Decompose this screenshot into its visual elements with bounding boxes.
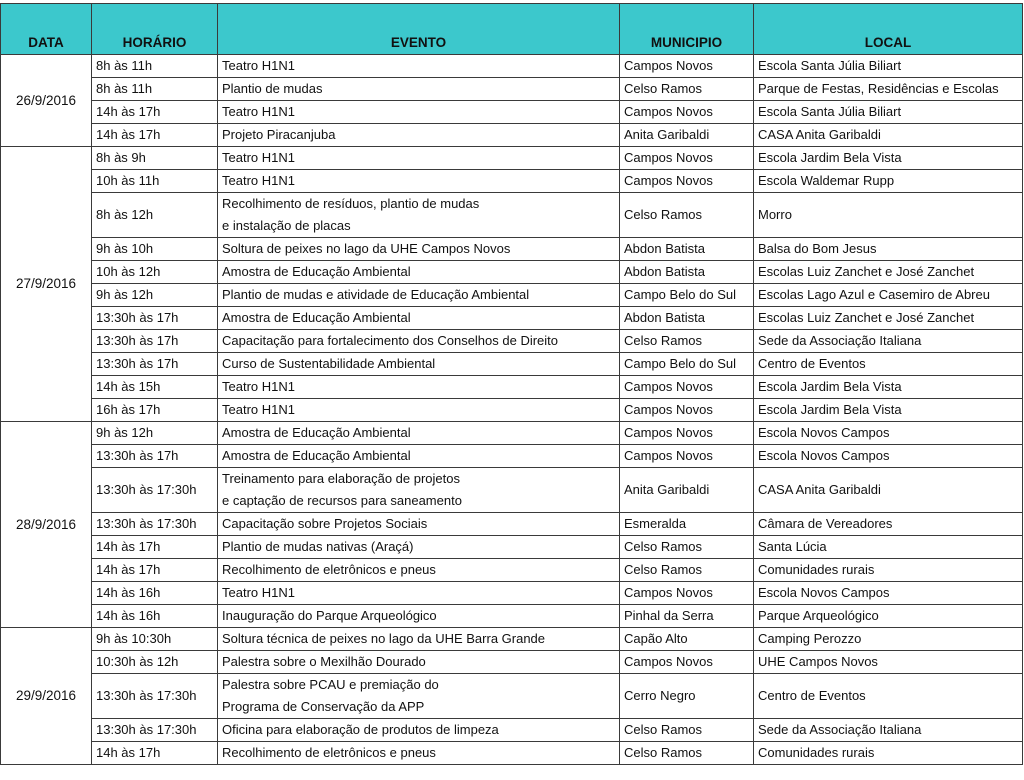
date-cell: 28/9/2016 bbox=[1, 422, 92, 628]
local-cell: Escola Novos Campos bbox=[754, 422, 1023, 445]
table-row bbox=[1, 261, 1023, 284]
header-horario: HORÁRIO bbox=[92, 4, 218, 55]
horario-cell: 14h às 15h bbox=[92, 376, 218, 399]
local-cell: UHE Campos Novos bbox=[754, 651, 1023, 674]
horario-cell: 13:30h às 17:30h bbox=[92, 674, 218, 719]
municipio-cell: Capão Alto bbox=[620, 628, 754, 651]
municipio-cell: Anita Garibaldi bbox=[620, 124, 754, 147]
table-row bbox=[1, 536, 1023, 559]
evento-line: Amostra de Educação Ambiental bbox=[222, 264, 411, 279]
horario-cell: 9h às 10:30h bbox=[92, 628, 218, 651]
horario-cell: 14h às 17h bbox=[92, 559, 218, 582]
local-cell: Sede da Associação Italiana bbox=[754, 719, 1023, 742]
evento-cell bbox=[218, 422, 620, 445]
horario-cell: 8h às 9h bbox=[92, 147, 218, 170]
header-evento: EVENTO bbox=[218, 4, 620, 55]
table-row bbox=[1, 55, 1023, 78]
horario-cell: 14h às 17h bbox=[92, 742, 218, 765]
evento-line: e captação de recursos para saneamento bbox=[222, 493, 462, 508]
municipio-cell: Campos Novos bbox=[620, 147, 754, 170]
local-cell: Santa Lúcia bbox=[754, 536, 1023, 559]
local-cell: Escola Santa Júlia Biliart bbox=[754, 55, 1023, 78]
local-cell: Camping Perozzo bbox=[754, 628, 1023, 651]
evento-cell bbox=[218, 399, 620, 422]
evento-cell bbox=[218, 742, 620, 765]
local-cell: CASA Anita Garibaldi bbox=[754, 468, 1023, 513]
municipio-cell: Campos Novos bbox=[620, 399, 754, 422]
table-row bbox=[1, 101, 1023, 124]
local-cell: Comunidades rurais bbox=[754, 742, 1023, 765]
evento-cell bbox=[218, 445, 620, 468]
evento-cell bbox=[218, 284, 620, 307]
table-row bbox=[1, 468, 1023, 513]
evento-line: Soltura de peixes no lago da UHE Campos Novos bbox=[222, 241, 511, 256]
local-cell: Parque de Festas, Residências e Escolas bbox=[754, 78, 1023, 101]
evento-line: Curso de Sustentabilidade Ambiental bbox=[222, 356, 436, 371]
evento-cell bbox=[218, 193, 620, 238]
local-cell: Escola Novos Campos bbox=[754, 582, 1023, 605]
municipio-cell: Anita Garibaldi bbox=[620, 468, 754, 513]
table-row bbox=[1, 376, 1023, 399]
horario-cell: 14h às 17h bbox=[92, 536, 218, 559]
evento-cell bbox=[218, 559, 620, 582]
evento-line: Recolhimento de resíduos, plantio de mudas bbox=[222, 196, 480, 211]
horario-cell: 8h às 11h bbox=[92, 55, 218, 78]
municipio-cell: Campos Novos bbox=[620, 55, 754, 78]
evento-cell bbox=[218, 170, 620, 193]
evento-line: Teatro H1N1 bbox=[222, 104, 295, 119]
local-cell: Câmara de Vereadores bbox=[754, 513, 1023, 536]
table-row bbox=[1, 124, 1023, 147]
municipio-cell: Abdon Batista bbox=[620, 307, 754, 330]
table-row bbox=[1, 719, 1023, 742]
evento-line: Teatro H1N1 bbox=[222, 379, 295, 394]
table-row bbox=[1, 307, 1023, 330]
evento-cell bbox=[218, 674, 620, 719]
local-cell: Escola Novos Campos bbox=[754, 445, 1023, 468]
municipio-cell: Celso Ramos bbox=[620, 742, 754, 765]
evento-line: Projeto Piracanjuba bbox=[222, 127, 336, 142]
evento-cell bbox=[218, 238, 620, 261]
table-row bbox=[1, 170, 1023, 193]
table-row bbox=[1, 628, 1023, 651]
evento-cell bbox=[218, 353, 620, 376]
local-cell: Centro de Eventos bbox=[754, 353, 1023, 376]
horario-cell: 13:30h às 17:30h bbox=[92, 719, 218, 742]
horario-cell: 9h às 12h bbox=[92, 422, 218, 445]
table-row bbox=[1, 399, 1023, 422]
schedule-table bbox=[0, 3, 1023, 765]
schedule-body bbox=[1, 55, 1023, 765]
date-cell: 27/9/2016 bbox=[1, 147, 92, 422]
horario-cell: 9h às 12h bbox=[92, 284, 218, 307]
evento-line: Palestra sobre PCAU e premiação do bbox=[222, 677, 439, 692]
municipio-cell: Esmeralda bbox=[620, 513, 754, 536]
municipio-cell: Cerro Negro bbox=[620, 674, 754, 719]
horario-cell: 13:30h às 17h bbox=[92, 353, 218, 376]
evento-cell bbox=[218, 513, 620, 536]
evento-line: Programa de Conservação da APP bbox=[222, 699, 425, 714]
evento-line: Capacitação para fortalecimento dos Conselhos de Direito bbox=[222, 333, 559, 348]
horario-cell: 10h às 11h bbox=[92, 170, 218, 193]
header-local: LOCAL bbox=[754, 4, 1023, 55]
evento-cell bbox=[218, 605, 620, 628]
evento-cell bbox=[218, 124, 620, 147]
evento-line: Plantio de mudas bbox=[222, 81, 323, 96]
local-cell: Balsa do Bom Jesus bbox=[754, 238, 1023, 261]
horario-cell: 14h às 17h bbox=[92, 124, 218, 147]
evento-cell bbox=[218, 147, 620, 170]
evento-cell bbox=[218, 628, 620, 651]
horario-cell: 10:30h às 12h bbox=[92, 651, 218, 674]
table-row bbox=[1, 651, 1023, 674]
evento-line: e instalação de placas bbox=[222, 218, 351, 233]
horario-cell: 14h às 16h bbox=[92, 605, 218, 628]
evento-line: Palestra sobre o Mexilhão Dourado bbox=[222, 654, 426, 669]
date-cell: 29/9/2016 bbox=[1, 628, 92, 765]
evento-line: Capacitação sobre Projetos Sociais bbox=[222, 516, 428, 531]
municipio-cell: Celso Ramos bbox=[620, 559, 754, 582]
header-row bbox=[1, 4, 1023, 55]
table-row bbox=[1, 193, 1023, 238]
table-row bbox=[1, 330, 1023, 353]
schedule-container bbox=[0, 3, 1022, 765]
horario-cell: 9h às 10h bbox=[92, 238, 218, 261]
evento-cell bbox=[218, 307, 620, 330]
evento-cell bbox=[218, 719, 620, 742]
local-cell: Escola Jardim Bela Vista bbox=[754, 147, 1023, 170]
header-data: DATA bbox=[1, 4, 92, 55]
evento-line: Recolhimento de eletrônicos e pneus bbox=[222, 562, 436, 577]
table-row bbox=[1, 605, 1023, 628]
evento-cell bbox=[218, 55, 620, 78]
table-row bbox=[1, 78, 1023, 101]
date-cell: 26/9/2016 bbox=[1, 55, 92, 147]
evento-line: Teatro H1N1 bbox=[222, 585, 295, 600]
local-cell: CASA Anita Garibaldi bbox=[754, 124, 1023, 147]
municipio-cell: Campos Novos bbox=[620, 376, 754, 399]
municipio-cell: Pinhal da Serra bbox=[620, 605, 754, 628]
table-row bbox=[1, 582, 1023, 605]
municipio-cell: Campo Belo do Sul bbox=[620, 284, 754, 307]
horario-cell: 8h às 11h bbox=[92, 78, 218, 101]
evento-cell bbox=[218, 101, 620, 124]
evento-line: Teatro H1N1 bbox=[222, 58, 295, 73]
municipio-cell: Celso Ramos bbox=[620, 536, 754, 559]
local-cell: Morro bbox=[754, 193, 1023, 238]
header-municipio: MUNICIPIO bbox=[620, 4, 754, 55]
evento-cell bbox=[218, 468, 620, 513]
horario-cell: 13:30h às 17:30h bbox=[92, 513, 218, 536]
evento-cell bbox=[218, 330, 620, 353]
table-row bbox=[1, 422, 1023, 445]
evento-cell bbox=[218, 376, 620, 399]
horario-cell: 8h às 12h bbox=[92, 193, 218, 238]
local-cell: Escolas Lago Azul e Casemiro de Abreu bbox=[754, 284, 1023, 307]
local-cell: Parque Arqueológico bbox=[754, 605, 1023, 628]
horario-cell: 14h às 16h bbox=[92, 582, 218, 605]
evento-line: Recolhimento de eletrônicos e pneus bbox=[222, 745, 436, 760]
evento-line: Teatro H1N1 bbox=[222, 150, 295, 165]
municipio-cell: Celso Ramos bbox=[620, 193, 754, 238]
table-row bbox=[1, 513, 1023, 536]
table-row bbox=[1, 742, 1023, 765]
evento-line: Amostra de Educação Ambiental bbox=[222, 425, 411, 440]
evento-line: Teatro H1N1 bbox=[222, 173, 295, 188]
table-row bbox=[1, 238, 1023, 261]
evento-line: Plantio de mudas nativas (Araçá) bbox=[222, 539, 414, 554]
local-cell: Escola Jardim Bela Vista bbox=[754, 376, 1023, 399]
table-row bbox=[1, 147, 1023, 170]
evento-line: Oficina para elaboração de produtos de limpeza bbox=[222, 722, 499, 737]
table-row bbox=[1, 445, 1023, 468]
evento-cell bbox=[218, 261, 620, 284]
municipio-cell: Abdon Batista bbox=[620, 238, 754, 261]
evento-line: Amostra de Educação Ambiental bbox=[222, 310, 411, 325]
evento-cell bbox=[218, 651, 620, 674]
evento-line: Teatro H1N1 bbox=[222, 402, 295, 417]
municipio-cell: Campos Novos bbox=[620, 445, 754, 468]
horario-cell: 13:30h às 17h bbox=[92, 307, 218, 330]
horario-cell: 16h às 17h bbox=[92, 399, 218, 422]
evento-line: Soltura técnica de peixes no lago da UHE Barra Grande bbox=[222, 631, 546, 646]
evento-line: Amostra de Educação Ambiental bbox=[222, 448, 411, 463]
evento-cell bbox=[218, 536, 620, 559]
municipio-cell: Celso Ramos bbox=[620, 330, 754, 353]
table-row bbox=[1, 353, 1023, 376]
table-row bbox=[1, 559, 1023, 582]
local-cell: Comunidades rurais bbox=[754, 559, 1023, 582]
local-cell: Escola Jardim Bela Vista bbox=[754, 399, 1023, 422]
local-cell: Centro de Eventos bbox=[754, 674, 1023, 719]
municipio-cell: Campos Novos bbox=[620, 582, 754, 605]
horario-cell: 10h às 12h bbox=[92, 261, 218, 284]
municipio-cell: Celso Ramos bbox=[620, 78, 754, 101]
local-cell: Escola Waldemar Rupp bbox=[754, 170, 1023, 193]
municipio-cell: Campos Novos bbox=[620, 170, 754, 193]
horario-cell: 13:30h às 17:30h bbox=[92, 468, 218, 513]
municipio-cell: Campos Novos bbox=[620, 101, 754, 124]
municipio-cell: Campo Belo do Sul bbox=[620, 353, 754, 376]
evento-line: Treinamento para elaboração de projetos bbox=[222, 471, 460, 486]
municipio-cell: Campos Novos bbox=[620, 422, 754, 445]
evento-cell bbox=[218, 582, 620, 605]
municipio-cell: Abdon Batista bbox=[620, 261, 754, 284]
horario-cell: 13:30h às 17h bbox=[92, 330, 218, 353]
local-cell: Escola Santa Júlia Biliart bbox=[754, 101, 1023, 124]
evento-cell bbox=[218, 78, 620, 101]
municipio-cell: Celso Ramos bbox=[620, 719, 754, 742]
table-row bbox=[1, 284, 1023, 307]
evento-line: Plantio de mudas e atividade de Educação Ambiental bbox=[222, 287, 530, 302]
municipio-cell: Campos Novos bbox=[620, 651, 754, 674]
horario-cell: 13:30h às 17h bbox=[92, 445, 218, 468]
local-cell: Sede da Associação Italiana bbox=[754, 330, 1023, 353]
table-row bbox=[1, 674, 1023, 719]
evento-line: Inauguração do Parque Arqueológico bbox=[222, 608, 437, 623]
local-cell: Escolas Luiz Zanchet e José Zanchet bbox=[754, 261, 1023, 284]
horario-cell: 14h às 17h bbox=[92, 101, 218, 124]
local-cell: Escolas Luiz Zanchet e José Zanchet bbox=[754, 307, 1023, 330]
